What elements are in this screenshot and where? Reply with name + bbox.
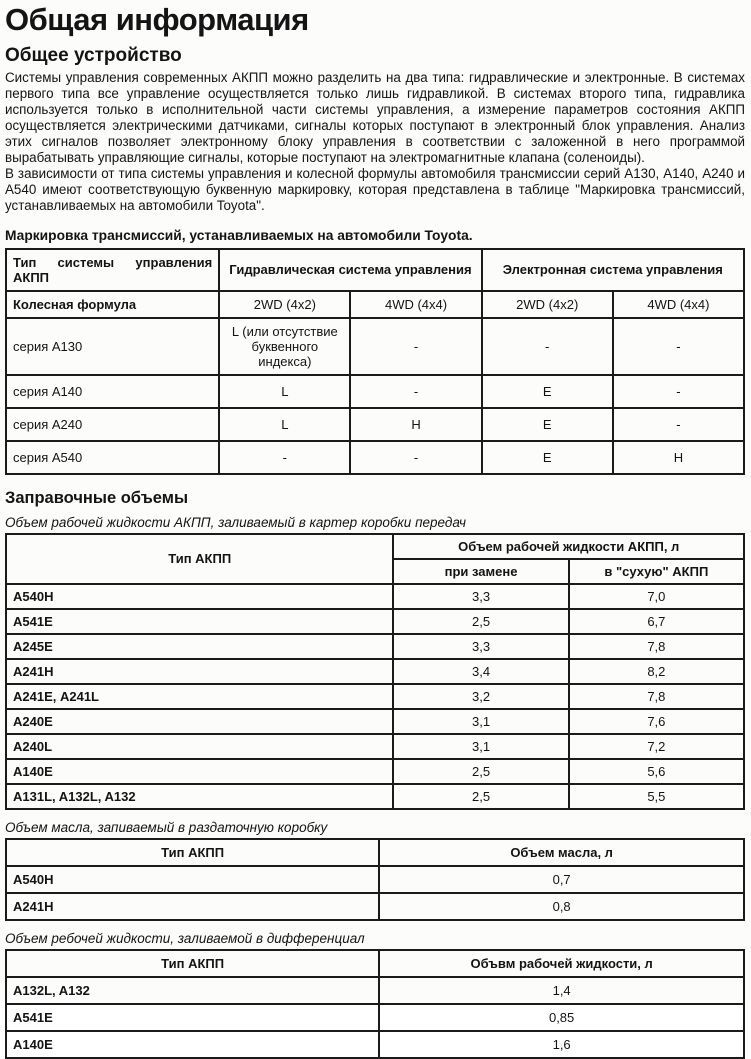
table-row (6, 659, 744, 684)
marking-table-caption: Маркировка трансмиссий, устанавливаемых на автомобили Toyota. (5, 227, 473, 243)
table-row (6, 1004, 744, 1031)
table-row (6, 634, 744, 659)
marking-cell: E (482, 408, 613, 441)
type-cell: А140Е (6, 759, 393, 784)
series-cell: серия А540 (6, 441, 219, 474)
marking-cell: L (219, 408, 350, 441)
marking-cell: L (219, 375, 350, 408)
table-row (6, 584, 744, 609)
marking-cell: - (613, 318, 744, 375)
replace-value-cell: 3,3 (393, 634, 568, 659)
transmission-marking-table (5, 248, 745, 475)
marking-header-row (6, 249, 744, 291)
type-cell: А540Н (6, 584, 393, 609)
replace-value-cell: 2,5 (393, 609, 568, 634)
type-column-header: Тип АКПП (6, 534, 393, 584)
electronic-2wd-header: 2WD (4x2) (482, 291, 613, 318)
marking-cell: - (350, 441, 481, 474)
series-cell: серия А140 (6, 375, 219, 408)
marking-cell: - (350, 375, 481, 408)
dry-value-cell: 7,0 (569, 584, 744, 609)
type-cell: А140Е (6, 1031, 379, 1058)
replace-column-header: при замене (393, 559, 568, 584)
table-row (6, 609, 744, 634)
type-cell: А541Е (6, 609, 393, 634)
hydraulic-2wd-header: 2WD (4x2) (219, 291, 350, 318)
marking-cell: L (или отсутствие буквенного индекса) (219, 318, 350, 375)
dry-value-cell: 8,2 (569, 659, 744, 684)
hydraulic-4wd-header: 4WD (4x4) (350, 291, 481, 318)
dry-value-cell: 7,6 (569, 709, 744, 734)
marking-cell: - (219, 441, 350, 474)
general-paragraph-1: Системы управления современных АКПП можно разделить на два типа: гидравлические и электронные. В системах первого типа все управление осуществляется только лишь гидравликой. В системах второго типа, гидравлика используется только в исполнительной части системы управления, а измерение параметров состояния АКПП осуществляется электрическими датчиками, сигналы которых поступают в электронный блок управления. Анализ этих сигналов позволяет электронному блоку управления в соответствии с заложенной в него программой вырабатывать управляющие сигналы, которые поступают на электромагнитные клапана (соленоиды). (5, 70, 745, 165)
replace-value-cell: 3,4 (393, 659, 568, 684)
differential-fluid-table (5, 949, 745, 1059)
marking-cell: - (613, 408, 744, 441)
type-cell: А241Н (6, 659, 393, 684)
table-row (6, 893, 744, 920)
page-title: Общая информация (5, 2, 309, 37)
section-capacities-heading: Заправочные объемы (5, 488, 189, 507)
dry-value-cell: 5,6 (569, 759, 744, 784)
series-cell: серия А240 (6, 408, 219, 441)
type-cell: A240L (6, 734, 393, 759)
marking-cell: - (350, 318, 481, 375)
marking-cell: E (482, 441, 613, 474)
atf-table-caption: Объем рабочей жидкости АКПП, заливаемый в картер коробки передач (5, 514, 466, 530)
table-row (6, 784, 744, 809)
dry-value-cell: 7,2 (569, 734, 744, 759)
table-row (6, 709, 744, 734)
transfer-table-caption: Объем масла, запиваемый в раздаточную коробку (5, 819, 328, 835)
section-general-heading: Общее устройство (5, 45, 182, 66)
marking-cell: H (613, 441, 744, 474)
marking-cell: H (350, 408, 481, 441)
atf-group-header: Объем рабочей жидкости АКПП, л (393, 534, 744, 559)
replace-value-cell: 3,2 (393, 684, 568, 709)
electronic-group-header: Электронная система управления (482, 249, 744, 291)
type-cell: А245Е (6, 634, 393, 659)
replace-value-cell: 2,5 (393, 784, 568, 809)
marking-cell: - (613, 375, 744, 408)
replace-value-cell: 3,3 (393, 584, 568, 609)
table-row (6, 441, 744, 474)
diff-table-caption: Объем ребочей жидкости, заливаемой в дифференциал (5, 930, 365, 946)
dry-value-cell: 7,8 (569, 634, 744, 659)
type-column-header: Тип АКПП (6, 839, 379, 866)
marking-subheader-row (6, 291, 744, 318)
table-row (6, 684, 744, 709)
table-row (6, 375, 744, 408)
electronic-4wd-header: 4WD (4x4) (613, 291, 744, 318)
table-row (6, 977, 744, 1004)
table-row (6, 866, 744, 893)
table-row (6, 408, 744, 441)
table-row (6, 734, 744, 759)
transfer-case-oil-table (5, 838, 745, 921)
transfer-header-row (6, 839, 744, 866)
type-cell: А540Н (6, 866, 379, 893)
fluid-volume-header: Объвм рабочей жидкости, л (379, 950, 744, 977)
table-row (6, 318, 744, 375)
type-cell: А240Е (6, 709, 393, 734)
volume-cell: 0,8 (379, 893, 744, 920)
replace-value-cell: 2,5 (393, 759, 568, 784)
type-column-header: Тип АКПП (6, 950, 379, 977)
table-row (6, 1031, 744, 1058)
series-cell: серия А130 (6, 318, 219, 375)
dry-column-header: в "сухую" АКПП (569, 559, 744, 584)
marking-cell: - (482, 318, 613, 375)
type-cell: А541Е (6, 1004, 379, 1031)
table-row (6, 759, 744, 784)
corner-header-cell: Тип системы управления АКПП (6, 249, 219, 291)
dry-value-cell: 5,5 (569, 784, 744, 809)
general-paragraph-2: В зависимости от типа системы управления и колесной формулы автомобиля трансмиссии серий А130, А140, А240 и А540 имеют соответствующую буквенную маркировку, которая представлена в таблице "Маркировка трансмиссий, устанавливаемых на автомобили Toyota". (5, 165, 745, 213)
volume-cell: 1,6 (379, 1031, 744, 1058)
replace-value-cell: 3,1 (393, 709, 568, 734)
dry-value-cell: 7,8 (569, 684, 744, 709)
volume-cell: 0,85 (379, 1004, 744, 1031)
wheel-formula-header: Колесная формула (6, 291, 219, 318)
hydraulic-group-header: Гидравлическая система управления (219, 249, 481, 291)
type-cell: A131L, A132L, A132 (6, 784, 393, 809)
diff-header-row (6, 950, 744, 977)
atf-header-row (6, 534, 744, 559)
dry-value-cell: 6,7 (569, 609, 744, 634)
volume-cell: 1,4 (379, 977, 744, 1004)
volume-cell: 0,7 (379, 866, 744, 893)
replace-value-cell: 3,1 (393, 734, 568, 759)
type-cell: А241Н (6, 893, 379, 920)
marking-cell: E (482, 375, 613, 408)
type-cell: А241Е, A241L (6, 684, 393, 709)
oil-volume-header: Объем масла, л (379, 839, 744, 866)
type-cell: A132L, A132 (6, 977, 379, 1004)
atf-volume-table (5, 533, 745, 810)
